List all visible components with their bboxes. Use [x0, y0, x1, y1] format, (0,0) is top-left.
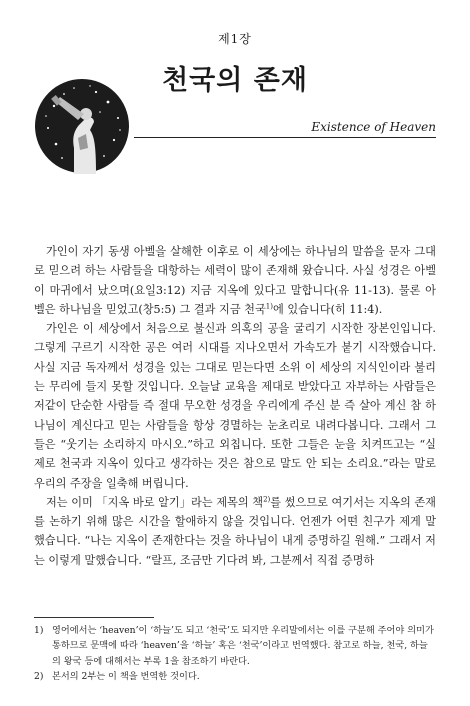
footnote-rule	[34, 617, 154, 618]
chapter-title: 천국의 존재	[162, 65, 308, 96]
paragraph-2: 가인은 이 세상에서 처음으로 불신과 의혹의 공을 굴리기 시작한 장본인입니다. 그렇게 구르기 시작한 공은 여러 시대를 지나오면서 가속도가 붙기 시작했습니다. 사실 지금 독자께서 성경을 있는 그대로 믿는다면 소위 이 세상의 지식인이라 불리는 무리에 들지 못할 것입니다. 오늘날 교육을 제대로 받았다고 자부하는 사람들은 저같이 단순한 사람들 즉 절대 무오한 성경을 우리에게 주신 분 즉 살아 계신 참 하나님이 계신다고 믿는 사람들을 항상 경멸하는 눈초리로 내려다봅니다. 그래서 그들은 “웃기는 소리하지 마시오.”하고 외칩니다. 또한 그들은 눈을 치켜뜨고는 “실제로 천국과 지옥이 있다고 생각하는 것은 참으로 말도 안 되는 소리요.”라는 말로 우리의 주장을 일축해 버립니다.	[34, 322, 436, 490]
footnotes	[34, 623, 436, 685]
chapter-label: 제1장	[218, 32, 252, 46]
footnote-2: 2) 본서의 2부는 이 책을 번역한 것이다.	[34, 671, 200, 683]
footnote-ref-1: 1)	[265, 302, 273, 311]
paragraph-1: 가인이 자기 동생 아벨을 살해한 이후로 이 세상에는 하나님의 말씀을 문자 그대로 믿으려 하는 사람들을 대항하는 세력이 많이 존재해 왔습니다. 사실 성경은 아벨이 마귀에서 났으며(요일3:12) 지금 지옥에 있다고 말합니다(유 11-13). 물론 아벨은 하나님을 믿었고(창5:5) 그 결과 지금 천국$^{1)}$에 있습니다(히 11:4).	[34, 245, 436, 316]
body-text	[34, 242, 436, 570]
footnote-ref-2: 2)	[263, 495, 271, 504]
header-rule	[134, 137, 436, 138]
telescope-emblem-icon	[34, 78, 130, 174]
paragraph-3: 저는 이미 「지옥 바로 알기」라는 제목의 책$^{2)}$를 썼으므로 여기서는 지옥의 존재를 논하기 위해 많은 시간을 할애하지 않을 것입니다. 언젠가 어떤 친구가 제게 말했습니다. “나는 지옥이 존재한다는 것을 하나님이 내게 증명하길 원해.” 그래서 저는 이렇게 말했습니다. “랄프, 조금만 기다려 봐, 그분께서 직접 증명하	[34, 495, 436, 567]
chapter-subtitle: Existence of Heaven	[311, 120, 436, 134]
footnote-1: 1) 영어에서는 ‘heaven’이 ‘하늘’도 되고 ‘천국’도 되지만 우리말에서는 이를 구분해 주어야 의미가 통하므로 문맥에 따라 ‘heaven’을 ‘하늘’ 혹은 ‘천국’이라고 번역했다. 참고로 하늘, 천국, 하늘의 왕국 등에 대해서는 부록 1을 참조하기 바란다.	[34, 625, 434, 667]
